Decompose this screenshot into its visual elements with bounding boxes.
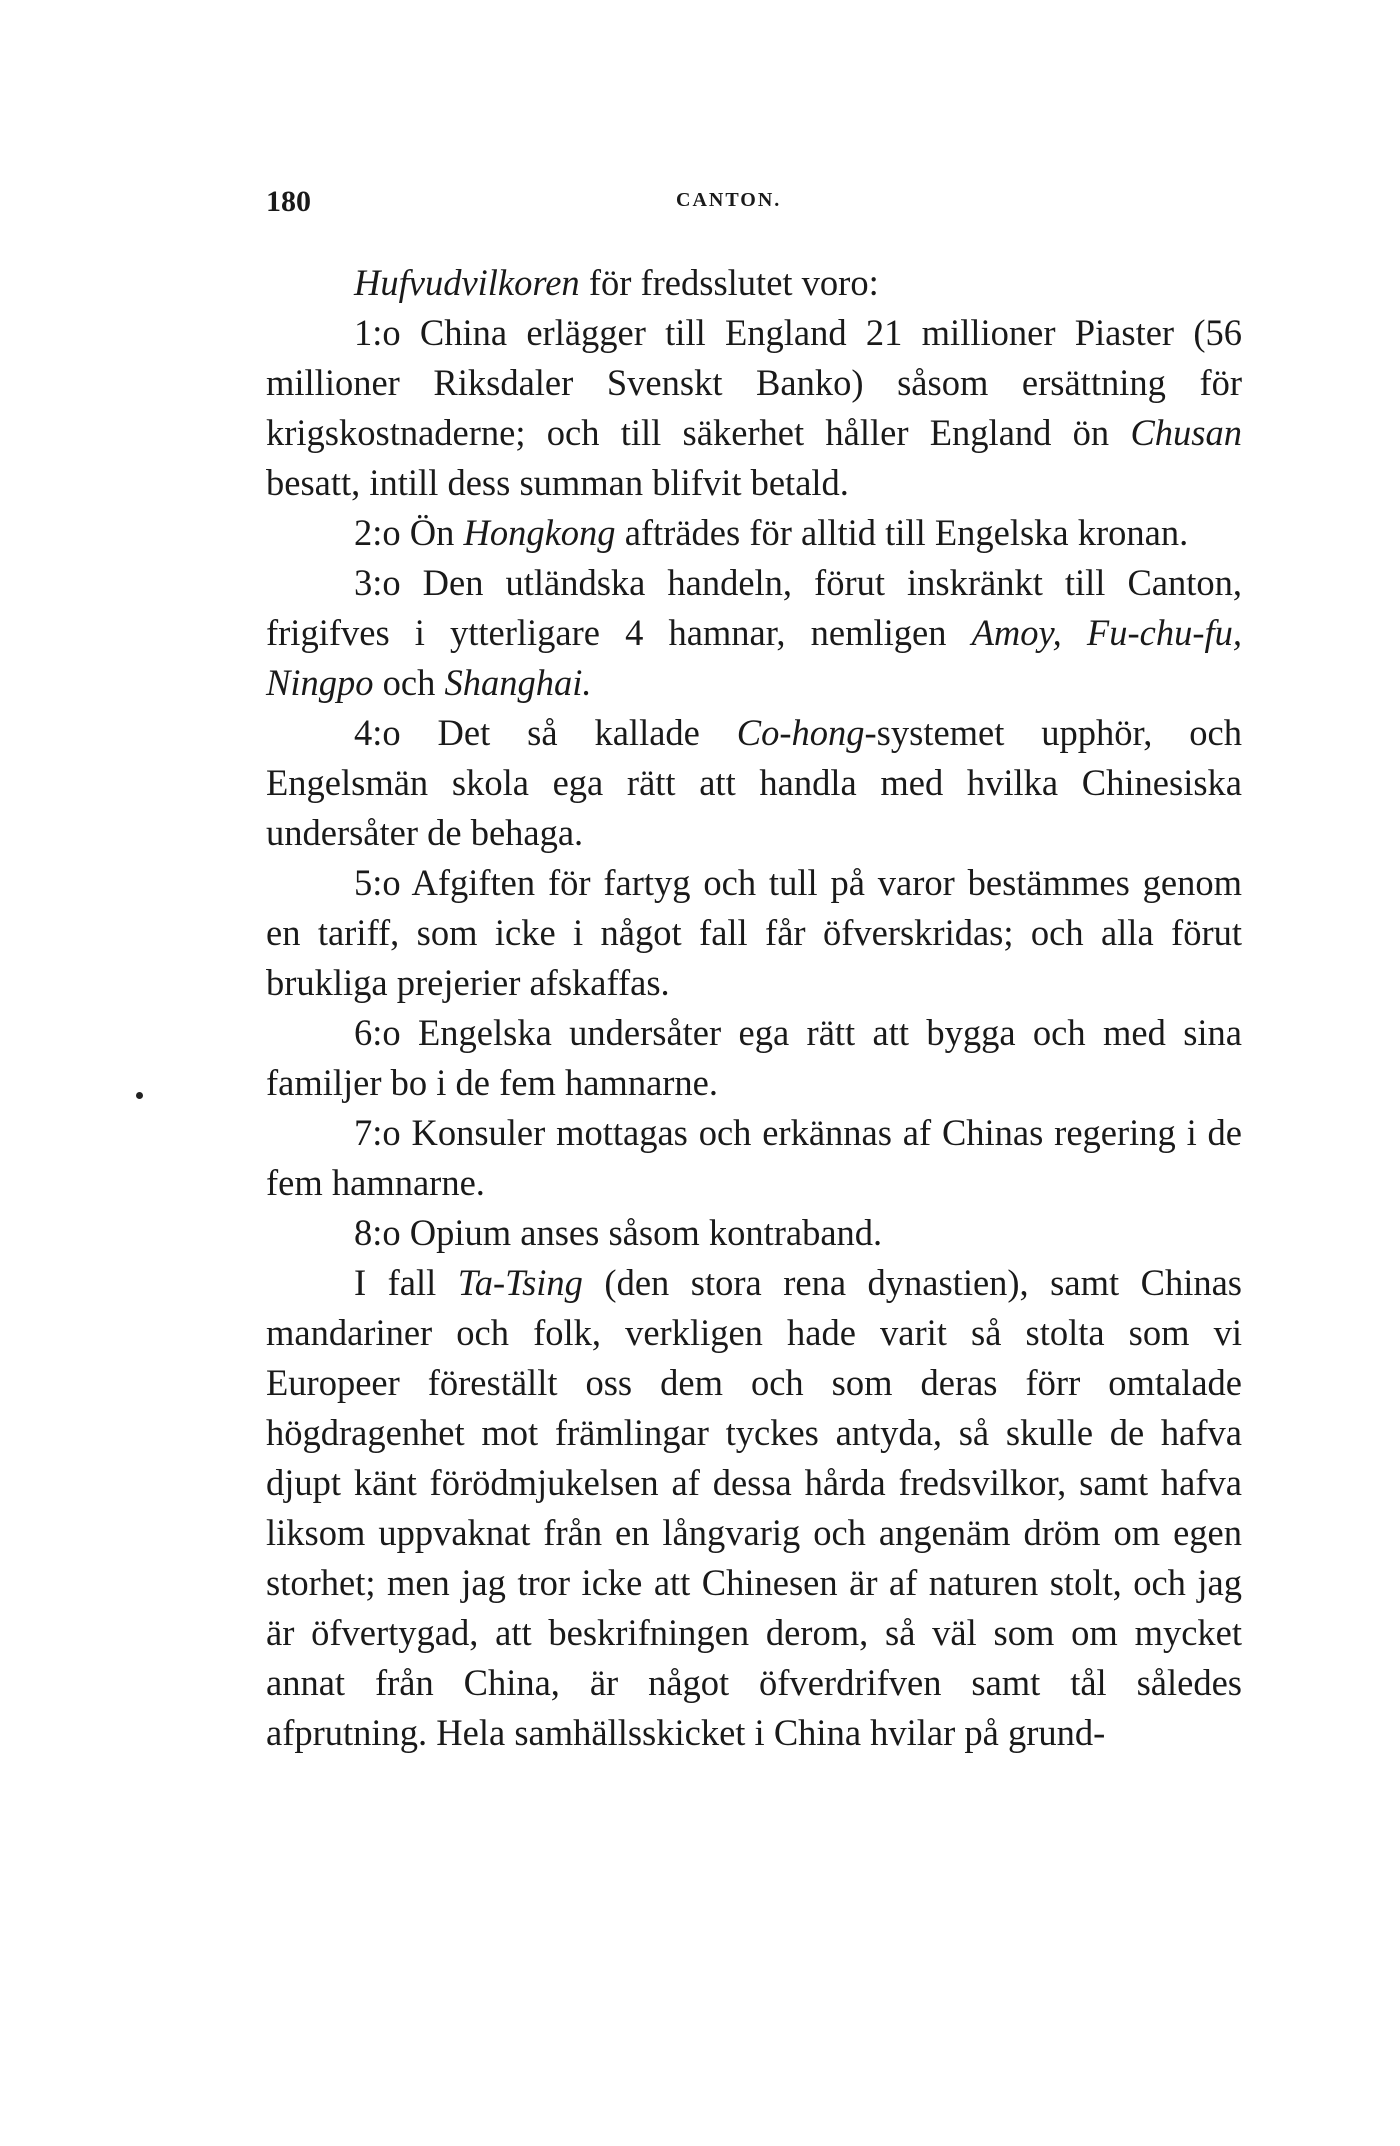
page-header bbox=[266, 185, 1026, 229]
text-run: 1:o China erlägger till England 21 millioner Piaster (56 millioner Riksdaler Svenskt Banko) såsom ersättning för krigskostnaderne; och till säkerhet håller England ön bbox=[266, 312, 1242, 453]
paragraph bbox=[266, 1208, 1242, 1258]
text-run: 7:o Konsuler mottagas och erkännas af Chinas regering i de fem hamnarne. bbox=[266, 1112, 1242, 1203]
text-run: 2:o Ön bbox=[354, 512, 464, 553]
margin-mark bbox=[136, 1092, 143, 1099]
text-run: 3:o Den utländska handeln, förut inskränkt till Canton, frigifves i ytterligare 4 hamnar, nemligen bbox=[266, 562, 1242, 653]
text-run: 4:o Det så kallade bbox=[354, 712, 737, 753]
text-run: 6:o Engelska undersåter ega rätt att bygga och med sina familjer bo i de fem hamnarne. bbox=[266, 1012, 1242, 1103]
paragraph bbox=[266, 508, 1242, 558]
text-run: I fall bbox=[354, 1262, 458, 1303]
text-run: och bbox=[373, 662, 445, 703]
italic-text: Co-hong bbox=[736, 712, 865, 753]
italic-text: Hongkong bbox=[463, 512, 616, 553]
italic-text: Shanghai. bbox=[444, 662, 592, 703]
italic-text: Amoy, Fu-chu-fu, Ningpo bbox=[266, 612, 1242, 703]
text-run: 8:o Opium anses såsom kontraband. bbox=[354, 1212, 883, 1253]
page-number: 180 bbox=[266, 185, 311, 218]
body-text bbox=[266, 258, 1242, 1758]
text-run: 5:o Afgiften för fartyg och tull på varor bestämmes genom en tariff, som icke i något fall får öfverskridas; och alla förut brukliga prejerier afskaffas. bbox=[266, 862, 1242, 1003]
running-head: CANTON. bbox=[676, 189, 782, 211]
paragraph bbox=[266, 1258, 1242, 1758]
text-run: besatt, intill dess summan blifvit betald. bbox=[266, 462, 849, 503]
paragraph bbox=[266, 708, 1242, 858]
paragraph bbox=[266, 858, 1242, 1008]
text-run: -systemet upphör, och Engelsmän skola ega rätt att handla med hvilka Chinesiska undersåter de behaga. bbox=[266, 712, 1242, 853]
text-run: afträdes för alltid till Engelska kronan. bbox=[615, 512, 1189, 553]
paragraph bbox=[266, 258, 1242, 308]
italic-text: Hufvudvilkoren bbox=[354, 262, 580, 303]
paragraph bbox=[266, 1008, 1242, 1108]
paragraph bbox=[266, 1108, 1242, 1208]
paragraph bbox=[266, 308, 1242, 508]
text-run: (den stora rena dynastien), samt Chinas mandariner och folk, verkligen hade varit så stolta som vi Europeer föreställt oss dem och som deras förr omtalade högdragenhet mot främlingar tyckes antyda, så skulle de hafva djupt känt förödmjukelsen af dessa hårda fredsvilkor, samt hafva liksom uppvaknat från en långvarig och angenäm dröm om egen storhet; men jag tror icke att Chinesen är af naturen stolt, och jag är öfvertygad, att beskrifningen derom, så väl som om mycket annat från China, är något öfverdrifven samt tål således afprutning. Hela samhällsskicket i China hvilar på grund- bbox=[266, 1262, 1242, 1753]
italic-text: Ta-Tsing bbox=[457, 1262, 583, 1303]
text-run: för fredsslutet voro: bbox=[579, 262, 879, 303]
paragraph bbox=[266, 558, 1242, 708]
italic-text: Chusan bbox=[1130, 412, 1242, 453]
